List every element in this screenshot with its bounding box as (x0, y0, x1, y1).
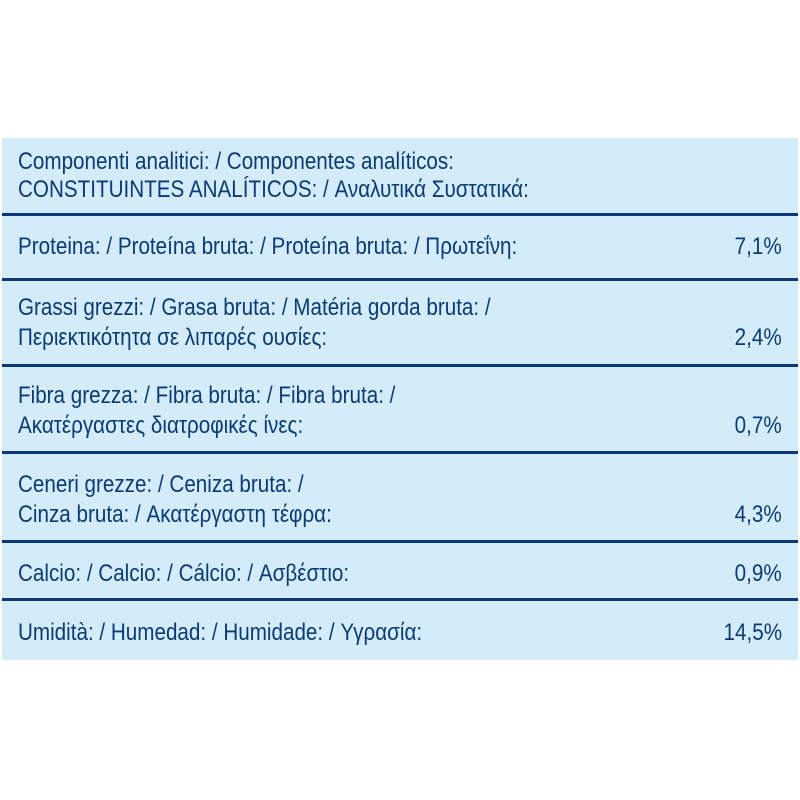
row-label-line-1: Ceneri grezze: / Ceniza bruta: / (18, 471, 304, 498)
table-row-moisture (2, 601, 798, 660)
table-row-fat (2, 281, 798, 363)
row-label-line-2: Ακατέργαστες διατροφικές ίνες: (18, 412, 304, 439)
row-label-line-1: Fibra grezza: / Fibra bruta: / Fibra bruta: / (18, 382, 396, 409)
row-label (18, 559, 349, 589)
table-row-protein (2, 216, 798, 278)
row-label (18, 232, 517, 262)
row-value: 14,5% (723, 619, 782, 646)
row-label-line-1: Calcio: / Calcio: / Cálcio: / Ασβέστιο: (18, 560, 350, 587)
row-value: 4,3% (734, 501, 782, 528)
row-label-line-1: Proteina: / Proteína bruta: / Proteína bruta: / Πρωτεΐνη: (18, 233, 518, 260)
table-row-fibre (2, 367, 798, 449)
table-row-calcium (2, 543, 798, 597)
row-label (18, 293, 491, 353)
row-value: 0,7% (734, 412, 782, 439)
row-label-line-2: Περιεκτικότητα σε λιπαρές ουσίες: (18, 324, 328, 351)
row-label-line-1: Umidità: / Humedad: / Humidade: / Υγρασία: (18, 619, 423, 646)
row-label (18, 381, 395, 441)
row-label-line-2: Cinza bruta: / Ακατέργαστη τέφρα: (18, 501, 332, 528)
table-row-ash (2, 454, 798, 538)
header-line-2: CONSTITUINTES ANALÍTICOS: / Αναλυτικά Συστατικά: (18, 176, 529, 203)
row-value: 0,9% (734, 560, 782, 587)
row-label (18, 470, 332, 530)
row-value: 7,1% (734, 233, 782, 260)
panel-header (18, 148, 529, 204)
header-line-1: Componenti analitici: / Componentes analíticos: (18, 148, 454, 175)
analytical-constituents-panel (2, 138, 798, 660)
row-label (18, 618, 422, 648)
row-value: 2,4% (734, 324, 782, 351)
row-label-line-1: Grassi grezzi: / Grasa bruta: / Matéria gorda bruta: / (18, 294, 491, 321)
